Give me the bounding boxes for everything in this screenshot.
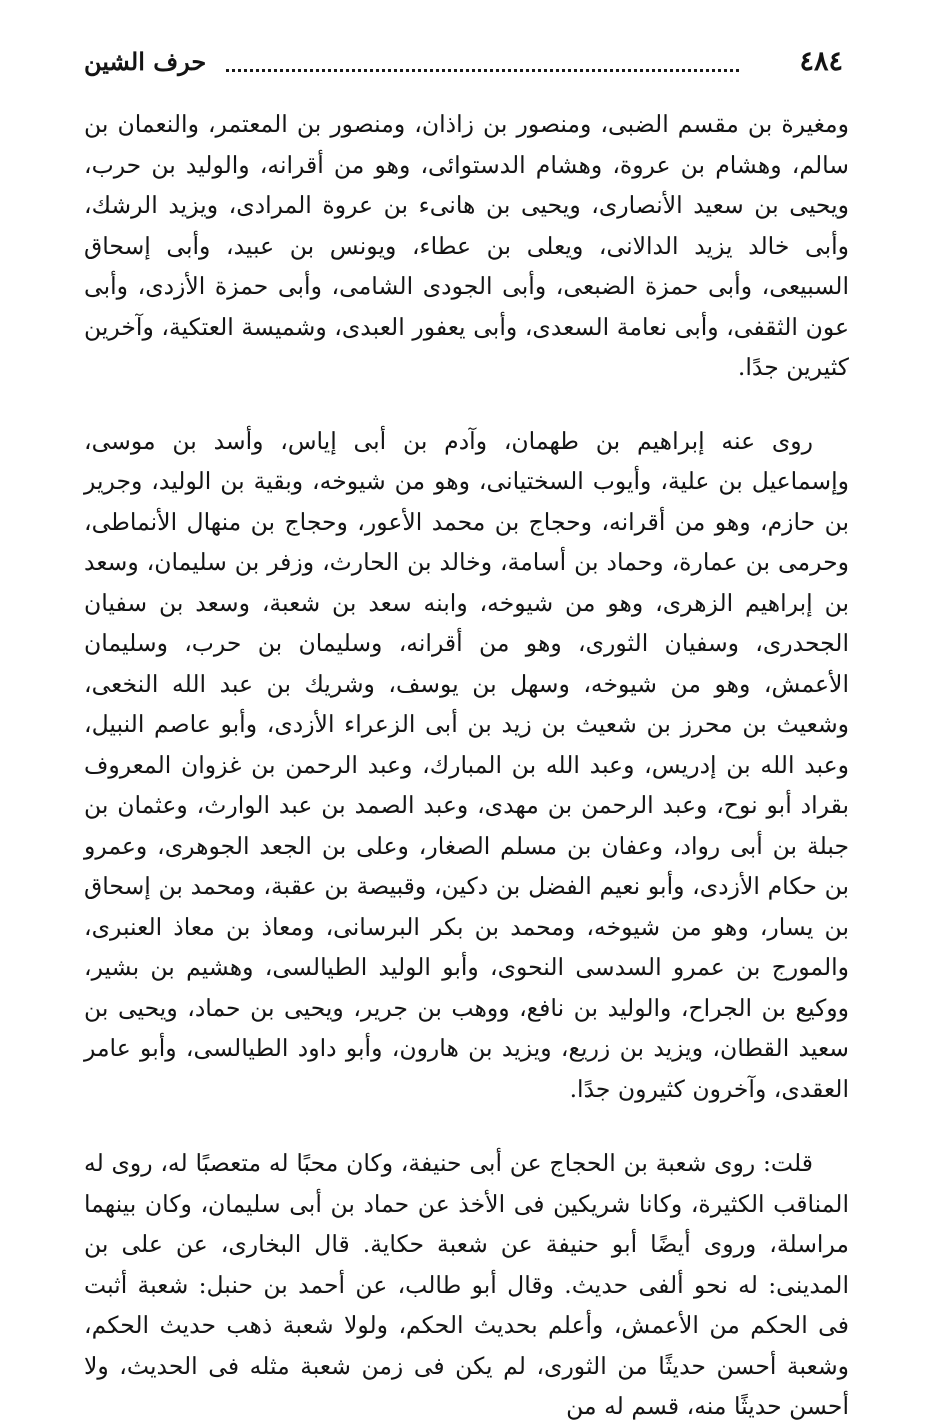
header-dotted-leader [226, 69, 739, 72]
page-body [84, 104, 849, 1427]
page-number: ٤٨٤ [799, 46, 843, 77]
paragraph-commentary: قلت: روى شعبة بن الحجاج عن أبى حنيفة، وكان محبًا له متعصبًا له، روى له المناقب الكثيرة، وكانا شريكين فى الأخذ عن حماد بن أبى سليمان، وكان بينهما مراسلة، وروى أيضًا أبو حنيفة عن شعبة حكاية. قال البخارى، عن على بن المدينى: له نحو ألفى حديث. وقال أبو طالب، عن أحمد بن حنبل: شعبة أثبت فى الحكم من الأعمش، وأعلم بحديث الحكم، ولولا شعبة ذهب حديث الحكم، وشعبة أحسن حديثًا من الثورى، لم يكن فى زمن شعبة مثله فى الحديث، ولا أحسن حديثًا منه، قسم له من [84, 1149, 849, 1420]
paragraph-narrators-continued: ومغيرة بن مقسم الضبى، ومنصور بن زاذان، ومنصور بن المعتمر، والنعمان بن سالم، وهشام بن عروة، وهشام الدستوائى، وهو من أقرانه، والوليد بن حرب، ويحيى بن سعيد الأنصارى، ويحيى بن هانىء بن عروة المرادى، ويزيد الرشك، وأبى خالد يزيد الدالانى، ويعلى بن عطاء، ويونس بن عبيد، وأبى إسحاق السبيعى، وأبى حمزة الضبعى، وأبى الجودى الشامى، وأبى حمزة الأزدى، وأبى عون الثقفى، وأبى نعامة السعدى، وأبى يعفور العبدى، وشميسة العتكية، وآخرين كثيرين جدًا. [84, 110, 849, 381]
page-header [84, 40, 849, 84]
chapter-title: حرف الشين [84, 47, 207, 76]
paragraph-narrated-from-him: روى عنه إبراهيم بن طهمان، وآدم بن أبى إياس، وأسد بن موسى، وإسماعيل بن علية، وأيوب السختيانى، وهو من شيوخه، وبقية بن الوليد، وجرير بن حازم، وهو من أقرانه، وحجاج بن محمد الأعور، وحجاج بن منهال الأنماطى، وحرمى بن عمارة، وحماد بن أسامة، وخالد بن الحارث، وزفر بن سليمان، وسعد بن إبراهيم الزهرى، وهو من شيوخه، وابنه سعد بن شعبة، وسعد بن سفيان الجحدرى، وسفيان الثورى، وهو من أقرانه، وسليمان بن حرب، وسليمان الأعمش، وهو من شيوخه، وسهل بن يوسف، وشريك بن عبد الله النخعى، وشعيث بن محرز بن شعيث بن زيد بن أبى الزعراء الأزدى، وأبو عاصم النبيل، وعبد الله بن إدريس، وعبد الله بن المبارك، وعبد الرحمن بن غزوان المعروف بقراد أبو نوح، وعبد الرحمن بن مهدى، وعبد الصمد بن عبد الوارث، وعثمان بن جبلة بن أبى رواد، وعفان بن مسلم الصغار، وعلى بن الجعد الجوهرى، وعمرو بن حكام الأزدى، وأبو نعيم الفضل بن دكين، وقبيصة بن عقبة، ومحمد بن إسحاق بن يسار، وهو من شيوخه، ومحمد بن بكر البرسانى، ومعاذ بن معاذ العنبرى، والمورج بن عمرو السدسى النحوى، وأبو الوليد الطيالسى، وهشيم بن بشير، ووكيع بن الجراح، والوليد بن نافع، ووهب بن جرير، ويحيى بن حماد، ويحيى بن سعيد القطان، ويزيد بن زريع، ويزيد بن هارون، وأبو داود الطيالسى، وأبو عامر العقدى، وآخرون كثيرون جدًا. [84, 426, 849, 1103]
